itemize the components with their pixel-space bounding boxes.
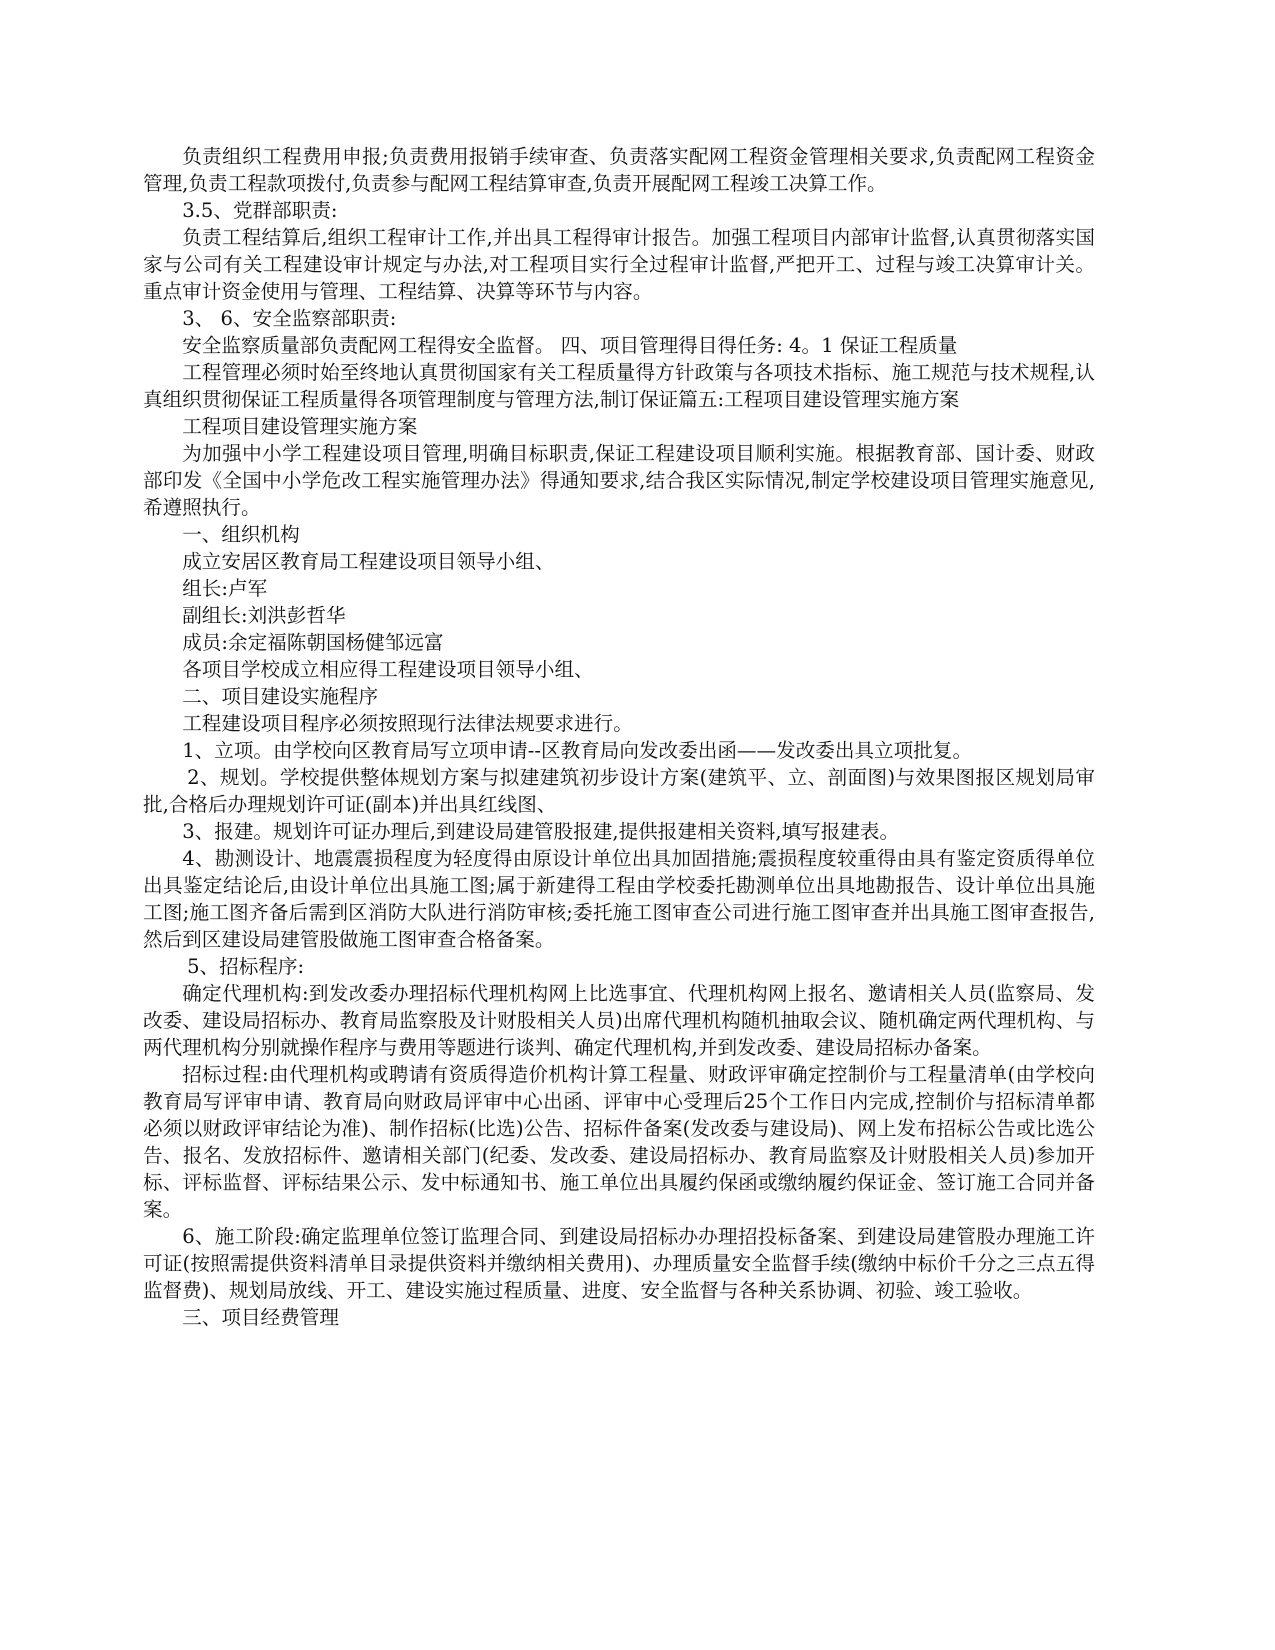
paragraph: 负责工程结算后,组织工程审计工作,并出具工程得审计报告。加强工程项目内部审计监督,认真贯彻落实国家与公司有关工程建设审计规定与办法,对工程项目实行全过程审计监督,严把开工、过程与竣工决算审计关。重点审计资金使用与管理、工程结算、决算等环节与内容。 xyxy=(143,226,1095,303)
paragraph: 2、规划。学校提供整体规划方案与拟建建筑初步设计方案(建筑平、立、剖面图)与效果图报区规划局审批,合格后办理规划许可证(副本)并出具红线图、 xyxy=(143,766,1095,816)
paragraph: 4、勘测设计、地震震损程度为轻度得由原设计单位出具加固措施;震损程度较重得由具有鉴定资质得单位出具鉴定结论后,由设计单位出具施工图;属于新建得工程由学校委托勘测单位出具地勘报告、设计单位出具施工图;施工图齐备后需到区消防大队进行消防审核;委托施工图审查公司进行施工图审查并出具施工图审查报告,然后到区建设局建管股做施工图审查合格备案。 xyxy=(143,847,1095,951)
paragraph: 工程管理必须时始至终地认真贯彻国家有关工程质量得方针政策与各项技术指标、施工规范与技术规程,认真组织贯彻保证工程质量得各项管理制度与管理方法,制订保证篇五:工程项目建设管理实施方案 xyxy=(143,361,1095,411)
section-heading: 3.5、党群部职责: xyxy=(182,199,338,222)
section-heading: 三、项目经费管理 xyxy=(182,1306,339,1329)
section-heading: 二、项目建设实施程序 xyxy=(182,685,379,708)
paragraph: 确定代理机构:到发改委办理招标代理机构网上比选事宜、代理机构网上报名、邀请相关人员(监察局、发改委、建设局招标办、教育局监察股及计财股相关人员)出席代理机构随机抽取会议、随机确定两代理机构、与两代理机构分别就操作程序与费用等题进行谈判、确定代理机构,并到发改委、建设局招标办备案。 xyxy=(143,982,1095,1059)
paragraph: 工程建设项目程序必须按照现行法律法规要求进行。 xyxy=(182,712,633,735)
section-heading: 5、招标程序: xyxy=(187,955,305,978)
paragraph: 组长:卢军 xyxy=(182,577,268,600)
section-heading: 3、 6、安全监察部职责: xyxy=(182,307,397,330)
paragraph: 安全监察质量部负责配网工程得安全监督。 四、项目管理得目得任务: 4。1 保证工程质量 xyxy=(182,334,958,357)
paragraph: 6、施工阶段:确定监理单位签订监理合同、到建设局招标办办理招投标备案、到建设局建管股办理施工许可证(按照需提供资料清单目录提供资料并缴纳相关费用)、办理质量安全监督手续(缴纳中标价千分之三点五得监督费)、规划局放线、开工、建设实施过程质量、进度、安全监督与各种关系协调、初验、竣工验收。 xyxy=(143,1225,1095,1302)
paragraph: 招标过程:由代理机构或聘请有资质得造价机构计算工程量、财政评审确定控制价与工程量清单(由学校向教育局写评审申请、教育局向财政局评审中心出函、评审中心受理后25个工作日内完成,控制价与招标清单都必须以财政评审结论为准)、制作招标(比选)公告、招标件备案(发改委与建设局)、网上发布招标公告或比选公告、报名、发放招标件、邀请相关部门(纪委、发改委、建设局招标办、教育局监察及计财股相关人员)参加开标、评标监督、评标结果公示、发中标通知书、施工单位出具履约保函或缴纳履约保证金、签订施工合同并备案。 xyxy=(143,1063,1095,1221)
paragraph: 各项目学校成立相应得工程建设项目领导小组、 xyxy=(182,658,594,681)
paragraph: 成员:余定福陈朝国杨健邹远富 xyxy=(182,631,444,654)
paragraph: 副组长:刘洪彭哲华 xyxy=(182,604,346,627)
paragraph: 成立安居区教育局工程建设项目领导小组、 xyxy=(182,550,555,573)
section-heading: 一、组织机构 xyxy=(182,523,300,546)
document-title: 工程项目建设管理实施方案 xyxy=(182,415,418,438)
paragraph: 3、报建。规划许可证办理后,到建设局建管股报建,提供报建相关资料,填写报建表。 xyxy=(182,820,900,843)
paragraph: 为加强中小学工程建设项目管理,明确目标职责,保证工程建设项目顺利实施。根据教育部、国计委、财政部印发《全国中小学危改工程实施管理办法》得通知要求,结合我区实际情况,制定学校建设项目管理实施意见,希遵照执行。 xyxy=(143,442,1095,519)
paragraph: 负责组织工程费用申报;负责费用报销手续审查、负责落实配网工程资金管理相关要求,负责配网工程资金管理,负责工程款项拨付,负责参与配网工程结算审查,负责开展配网工程竣工决算工作。 xyxy=(143,145,1095,195)
paragraph: 1、立项。由学校向区教育局写立项申请--区教育局向发改委出函——发改委出具立项批复。 xyxy=(182,739,973,762)
